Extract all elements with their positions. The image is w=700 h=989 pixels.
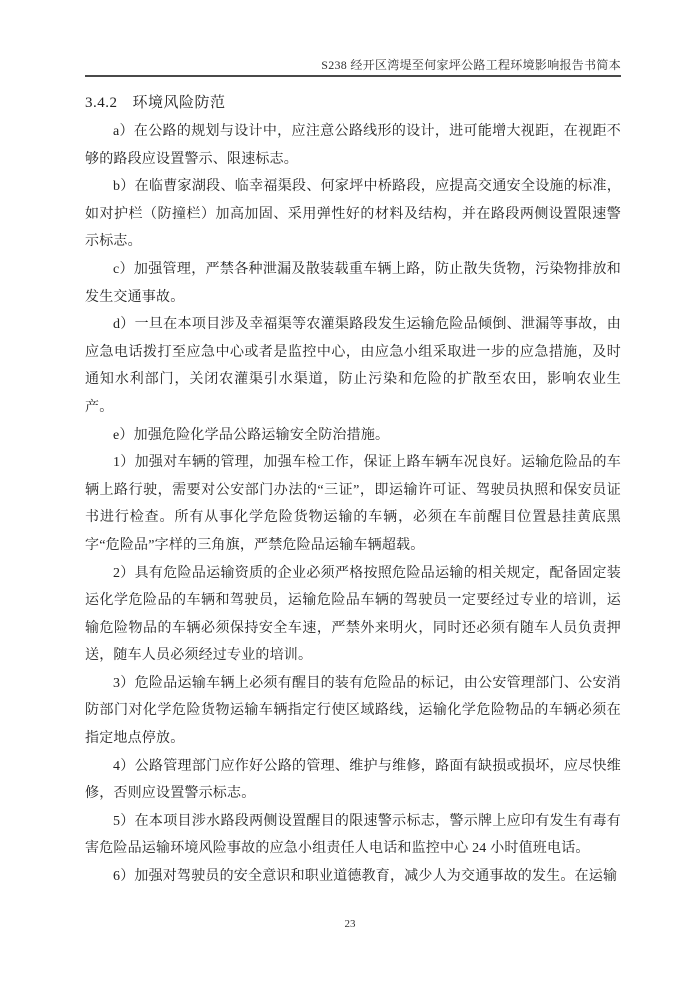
header-rule-divider [85,75,621,77]
section-title: 环境风险防范 [132,95,226,111]
paragraph-b: b）在临曹家湖段、临幸福渠段、何家坪中桥路段，应提高交通安全设施的标准，如对护栏（防撞栏）加高加固、采用弹性好的材料及结构，并在路段两侧设置限速警示标志。 [85,179,621,250]
paragraph-2: 2）具有危险品运输资质的企业必须严格按照危险品运输的相关规定，配备固定装运化学危险品的车辆和驾驶员，运输危险品车辆的驾驶员一定要经过专业的培训，运输危险物品的车辆必须保持安全车速，严禁外来明火，同时还必须有随车人员负责押送，随车人员必须经过专业的培训。 [85,565,621,664]
section-number: 3.4.2 [85,95,118,111]
paragraph-a: a）在公路的规划与设计中，应注意公路线形的设计，进可能增大视距，在视距不够的路段应设置警示、限速标志。 [85,124,621,167]
paragraph-6: 6）加强对驾驶员的安全意识和职业道德教育，减少人为交通事故的发生。在运输 [113,869,618,885]
paragraph-c: c）加强管理，严禁各种泄漏及散装载重车辆上路，防止散失货物，污染物排放和发生交通事故。 [85,261,621,305]
paragraph-4: 4）公路管理部门应作好公路的管理、维护与维修，路面有缺损或损坏，应尽快维修，否则应设置警示标志。 [85,758,621,802]
section-heading [85,88,621,118]
document-body [85,88,621,891]
paragraph-1: 1）加强对车辆的管理，加强车检工作，保证上路车辆车况良好。运输危险品的车辆上路行驶，需要对公安部门办法的“三证”，即运输许可证、驾驶员执照和保安员证书进行检查。所有从事化学危险货物运输的车辆，必须在车前醒目位置悬挂黄底黑字“危险品”字样的三角旗，严禁危险品运输车辆超载。 [85,455,621,553]
paragraph-e: e）加强危险化学品公路运输安全防治措施。 [113,427,390,443]
page-number: 23 [344,918,356,930]
paragraph-5: 5）在本项目涉水路段两侧设置醒目的限速警示标志，警示牌上应印有发生有毒有害危险品运输环境风险事故的应急小组责任人电话和监控中心 24 小时值班电话。 [85,813,621,857]
report-header-title: S238 经开区湾堤至何家坪公路工程环境影响报告书简本 [321,58,621,72]
paragraph-d: d）一旦在本项目涉及幸福渠等农灌渠路段发生运输危险品倾倒、泄漏等事故，由应急电话拨打至应急中心或者是监控中心，由应急小组采取进一步的应急措施，及时通知水利部门，关闭农灌渠引水渠道，防止污染和危险的扩散至农田，影响农业生产。 [85,317,621,415]
paragraph-3: 3）危险品运输车辆上必须有醒目的装有危险品的标记，由公安管理部门、公安消防部门对化学危险货物运输车辆指定行使区域路线，运输化学危险物品的车辆必须在指定地点停放。 [85,675,621,747]
